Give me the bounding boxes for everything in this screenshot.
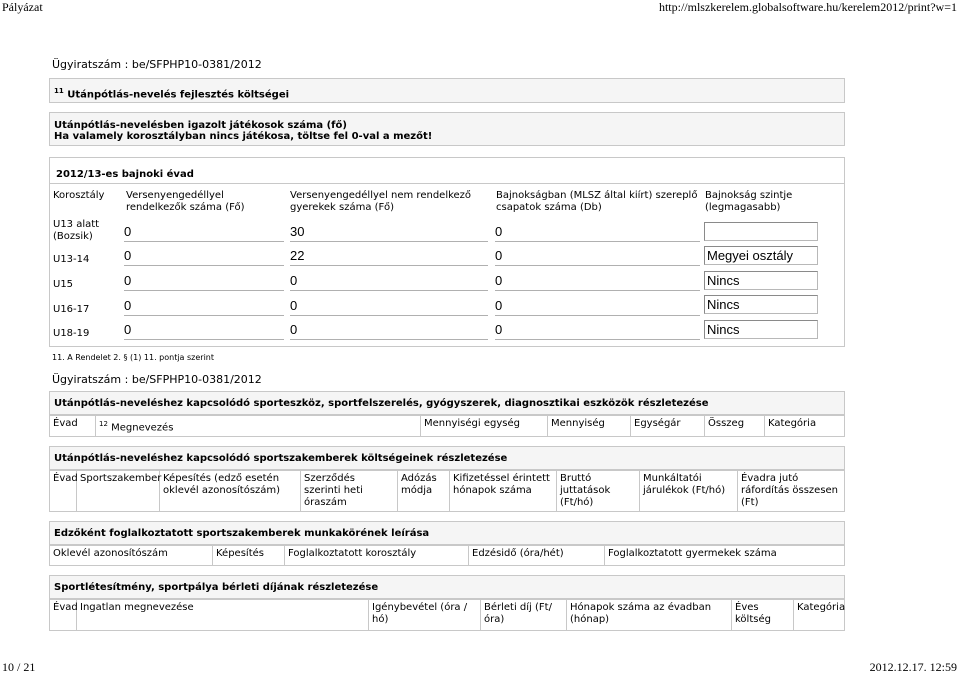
col-header-licensed: Versenyengedéllyel rendelkezők száma (Fő) bbox=[126, 190, 245, 213]
equipment-col bbox=[96, 416, 421, 436]
facility-col: Hónapok száma az évadban (hónap) bbox=[567, 600, 732, 630]
col-header-unlicensed: Versenyengedéllyel nem rendelkező gyerekek száma (Fő) bbox=[290, 190, 472, 213]
print-header-title: Pályázat bbox=[2, 0, 43, 14]
level-select[interactable]: Megyei osztály bbox=[704, 246, 818, 265]
coach-title: Edzőként foglalkoztatott sportszakemberek munkakörének leírása bbox=[54, 528, 430, 539]
case-number: Ügyiratszám : be/SFPHP10-0381/2012 bbox=[52, 58, 262, 71]
level-select[interactable]: Nincs bbox=[704, 271, 818, 290]
coach-title-box bbox=[49, 521, 845, 545]
facility-col: Igénybevétel (óra / hó) bbox=[369, 600, 481, 630]
divider bbox=[50, 183, 844, 184]
section-title bbox=[54, 85, 289, 101]
licensed-value: 0 bbox=[124, 224, 284, 242]
licensed-value: 0 bbox=[124, 322, 284, 340]
level-select[interactable]: Nincs bbox=[704, 320, 818, 339]
coach-col: Edzésidő (óra/hét) bbox=[469, 546, 605, 565]
equipment-col: Évad bbox=[50, 416, 96, 436]
coach-col: Oklevél azonosítószám bbox=[50, 546, 213, 565]
equipment-col: Összeg bbox=[705, 416, 765, 436]
col-header-level: Bajnokság szintje (legmagasabb) bbox=[705, 190, 793, 213]
staff-col: Évad bbox=[50, 471, 77, 511]
staff-header-row bbox=[49, 470, 845, 512]
unlicensed-value: 0 bbox=[290, 322, 488, 340]
staff-col: Képesítés (edző esetén oklevél azonosítószám) bbox=[160, 471, 301, 511]
case-number: Ügyiratszám : be/SFPHP10-0381/2012 bbox=[52, 373, 262, 386]
print-footer-page: 10 / 21 bbox=[2, 660, 36, 674]
col-header-age: Korosztály bbox=[53, 190, 105, 201]
row-age-label: U18-19 bbox=[53, 328, 90, 339]
equipment-col: Mennyiség bbox=[548, 416, 631, 436]
equipment-header-row bbox=[49, 415, 845, 437]
teams-value: 0 bbox=[495, 248, 700, 266]
facility-title: Sportlétesítmény, sportpálya bérleti díjának részletezése bbox=[54, 582, 379, 593]
staff-col: Évadra jutó ráfordítás összesen (Ft) bbox=[741, 473, 839, 508]
facility-col: Évad bbox=[50, 600, 77, 630]
teams-value: 0 bbox=[495, 298, 700, 316]
level-select[interactable] bbox=[704, 222, 818, 241]
staff-title-box bbox=[49, 446, 845, 470]
facility-header-row bbox=[49, 599, 845, 631]
footnote-ref: 12 bbox=[99, 420, 108, 428]
row-age-label: U15 bbox=[53, 279, 74, 290]
facility-col: Ingatlan megnevezése bbox=[77, 600, 369, 630]
staff-col: Bruttó juttatások (Ft/hó) bbox=[557, 471, 640, 511]
staff-col: Kifizetéssel érintett hónapok száma bbox=[450, 471, 557, 511]
licensed-value: 0 bbox=[124, 248, 284, 266]
info-box bbox=[49, 112, 845, 146]
staff-col: Munkáltatói járulékok (Ft/hó) bbox=[640, 471, 738, 511]
facility-title-box bbox=[49, 575, 845, 599]
coach-col: Foglalkoztatott korosztály bbox=[285, 546, 469, 565]
print-header-url: http://mlszkerelem.globalsoftware.hu/kerelem2012/print?w=1 bbox=[658, 0, 957, 14]
staff-col: Sportszakember bbox=[77, 471, 160, 511]
staff-col: Adózás módja bbox=[398, 471, 450, 511]
equipment-col-label: Megnevezés bbox=[111, 422, 174, 434]
unlicensed-value: 0 bbox=[290, 273, 488, 291]
teams-value: 0 bbox=[495, 224, 700, 242]
info-line-2: Ha valamely korosztályban nincs játékosa, töltse fel 0-val a mezőt! bbox=[54, 131, 433, 142]
coach-header-row bbox=[49, 545, 845, 566]
row-age-label: U16-17 bbox=[53, 304, 90, 315]
coach-col: Képesítés bbox=[213, 546, 285, 565]
section-title-text: Utánpótlás-nevelés fejlesztés költségei bbox=[67, 89, 290, 101]
licensed-value: 0 bbox=[124, 273, 284, 291]
equipment-col: Mennyiségi egység bbox=[421, 416, 548, 436]
equipment-col: Kategória bbox=[768, 418, 817, 429]
licensed-value: 0 bbox=[124, 298, 284, 316]
section-title-box bbox=[49, 78, 845, 103]
coach-col: Foglalkoztatott gyermekek száma bbox=[608, 548, 777, 559]
row-age-label: U13-14 bbox=[53, 254, 90, 265]
facility-col: Kategória bbox=[797, 602, 846, 613]
teams-value: 0 bbox=[495, 322, 700, 340]
equipment-col: Egységár bbox=[631, 416, 705, 436]
print-footer-datetime: 2012.12.17. 12:59 bbox=[869, 660, 957, 674]
level-select[interactable]: Nincs bbox=[704, 295, 818, 314]
info-line-1: Utánpótlás-nevelésben igazolt játékosok száma (fő) bbox=[54, 120, 347, 131]
teams-value: 0 bbox=[495, 273, 700, 291]
facility-col: Bérleti díj (Ft/óra) bbox=[481, 600, 567, 630]
facility-col: Éves költség bbox=[732, 600, 794, 630]
unlicensed-value: 30 bbox=[290, 224, 488, 242]
footnote: 11. A Rendelet 2. § (1) 11. pontja szerint bbox=[52, 353, 215, 362]
unlicensed-value: 22 bbox=[290, 248, 488, 266]
row-age-label: U13 alatt (Bozsik) bbox=[53, 219, 100, 242]
staff-col: Szerződés szerinti heti óraszám bbox=[301, 471, 398, 511]
unlicensed-value: 0 bbox=[290, 298, 488, 316]
col-header-teams: Bajnokságban (MLSZ által kiírt) szereplő csapatok száma (Db) bbox=[496, 190, 698, 213]
footnote-ref: 11 bbox=[54, 87, 64, 95]
equipment-title: Utánpótlás-neveléshez kapcsolódó sporteszköz, sportfelszerelés, gyógyszerek, diagnosztikai eszközök részletezése bbox=[54, 398, 709, 409]
equipment-title-box bbox=[49, 391, 845, 415]
staff-title: Utánpótlás-neveléshez kapcsolódó sportszakemberek költségeinek részletezése bbox=[54, 453, 508, 464]
season-title: 2012/13-es bajnoki évad bbox=[56, 169, 194, 180]
